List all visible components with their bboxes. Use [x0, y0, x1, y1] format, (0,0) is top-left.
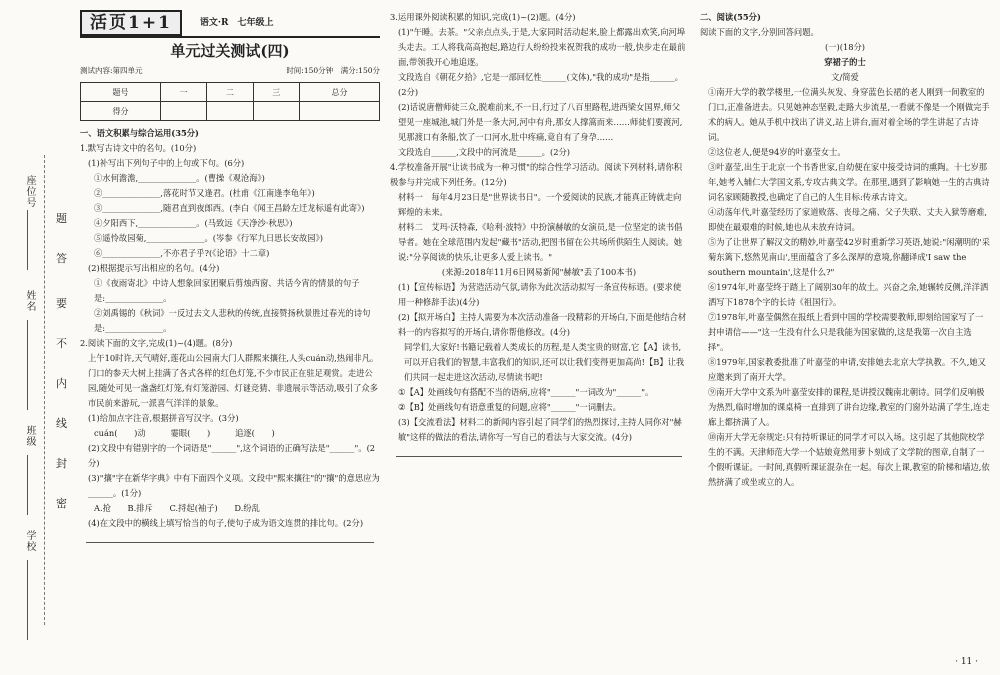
col2-paragraph: 文段选自______,文段中的河流是______。(2分)	[398, 147, 571, 157]
col2-paragraph: (1)【宣传标语】为营造活动气氛,请你为此次活动拟写一条宣传标语。(要求使用一种修辞手法)(4分)	[398, 282, 682, 307]
warning-char: 内	[56, 377, 67, 390]
col2-paragraph: (2)【拟开场白】主持人需要为本次活动准备一段精彩的开场白,下面是他结合材料一的内容拟写的开场白,请你帮他修改。(4分)	[398, 312, 687, 337]
score-table-header	[81, 83, 380, 102]
col1-paragraph: ②______________,落花时节又逢君。(杜甫《江南逢李龟年》)	[94, 188, 315, 198]
column-middle	[390, 10, 688, 461]
time-score: 时间:150分钟 满分:150分	[286, 66, 380, 75]
column-right	[700, 10, 990, 490]
warning-char: 答	[56, 252, 67, 265]
score-cell[interactable]	[299, 102, 379, 121]
col2-paragraph: 材料一 每年4月23日是"世界读书日"。一个爱阅读的民族,才能真正铸就走向辉煌的未来。	[398, 192, 682, 217]
col1-paragraph: 一、语文积累与综合运用(35分)	[80, 128, 199, 138]
column-left-body	[80, 126, 380, 531]
warning-char: 线	[56, 417, 67, 430]
col1-paragraph: ⑤遥怜故园菊,______________。(岑参《行军九日思长安故园》)	[94, 233, 323, 243]
score-header-cell: 二	[207, 83, 253, 102]
warning-char: 题	[56, 212, 67, 225]
score-header-cell: 题号	[81, 83, 161, 102]
name-line	[27, 320, 28, 410]
warning-char: 封	[56, 457, 67, 470]
seat-label: 座位号	[24, 175, 35, 208]
score-header-cell: 一	[161, 83, 207, 102]
class-label: 班级	[24, 425, 35, 447]
answer-line[interactable]	[396, 445, 682, 457]
col3-paragraph: ④动荡年代,叶嘉莹经历了家道败落、丧母之痛、父子失联、丈夫入狱等磨难,即使在最艰难的时候,她也从未放弃诗词。	[708, 207, 988, 232]
col1-paragraph: ③______________,随君直到夜郎西。(李白《闻王昌龄左迁龙标遥有此寄》)	[94, 203, 365, 213]
column-right-body	[700, 10, 990, 490]
page-title: 单元过关测试(四)	[170, 42, 290, 60]
col3-paragraph: ⑨南开大学中文系为叶嘉莹安排的课程,是讲授汉魏南北朝诗。同学们反响极为热烈,临时增加的课桌椅一直排到了讲台边缘,教室的门窗外站满了学生,连走廊上都挤满了人。	[708, 387, 990, 427]
col2-paragraph: (来源:2018年11月6日网易新闻"赫敏"丢了100本书)	[441, 267, 637, 277]
col3-paragraph: 穿裙子的士	[824, 57, 866, 67]
col1-paragraph: 上午10时许,天气晴好,莲花山公园南大门人群熙来攘往,人头cuán动,热闹非凡。门口的参天大树上挂满了各式各样的红色灯笼,不少市民正在驻足观赏。走进公园,随处可见一盏盏红灯笼,有灯笼游园、灯谜竞猜、非遗展示等活动,吸引了众多市民前来游玩,一派喜气洋洋的景象。	[88, 353, 379, 408]
class-line	[27, 455, 28, 515]
col3-paragraph: ⑤为了让世界了解汉文的精妙,叶嘉莹42岁时重新学习英语,她说:"闲潮明的'采菊东篱下,悠然见南山',里面蕴含了多么深厚的意境,你翻译成'I saw the southern mountain',这是什么?"	[708, 237, 990, 277]
col3-paragraph: (一)(18分)	[824, 42, 866, 52]
col3-paragraph: 文/简爱	[831, 72, 859, 82]
test-scope: 测试内容:第四单元	[80, 66, 143, 75]
page-number: · 11 ·	[955, 657, 978, 667]
col3-paragraph: ⑧1979年,国家教委批准了叶嘉莹的申请,安排她去北京大学执教。不久,她又应邀来到了南开大学。	[708, 357, 986, 382]
score-cell[interactable]	[207, 102, 253, 121]
column-left	[80, 10, 380, 547]
col2-paragraph: (1)"午睡。去茶。"父亲点点头,于是,大家同时活动起来,脸上都露出欢笑,向河埠头走去。工人将我高高抱起,路边行人纷纷投来祝贺我的成功一般,快步走在最前面,带领我开心地追逐。	[398, 27, 686, 67]
col1-paragraph: cuán( )动 霎眼( ) 追逐( )	[94, 428, 275, 438]
score-row-label: 得分	[81, 102, 161, 121]
col1-paragraph: (4)在文段中的横线上填写恰当的句子,使句子成为语文连贯的排比句。(2分)	[88, 518, 364, 528]
col3-paragraph: ③叶嘉莹,出生于北京一个书香世家,自幼便在家中接受诗词的熏陶。十七岁那年,她考入辅仁大学国文系,专攻古典文学。在那里,遇到了影响她一生的古典诗词名家顾随教授,也确定了自己的人生目标:传承古诗文。	[708, 162, 990, 202]
col3-paragraph: 阅读下面的文字,分别回答问题。	[700, 27, 819, 37]
col2-paragraph: 文段选自《朝花夕拾》,它是一部回忆性______(文体),"我的成功"是指______。(2分)	[398, 72, 683, 97]
col3-paragraph: ⑦1978年,叶嘉莹偶然在报纸上看到中国的学校需要教师,即刻给国家写了一封申请信——"这一生没有什么只是我能为国家做的,这是我第一次自主选择"。	[708, 312, 984, 352]
col1-paragraph: ⑥______________,不亦君子乎?(《论语》十二章)	[94, 248, 270, 258]
score-cell[interactable]	[161, 102, 207, 121]
name-label: 姓名	[24, 290, 35, 312]
col3-paragraph: 二、阅读(55分)	[700, 12, 761, 22]
col1-paragraph: ①水何澹澹,______________。(曹操《观沧海》)	[94, 173, 265, 183]
seat-line	[27, 210, 28, 270]
test-meta	[80, 63, 380, 78]
column-middle-body	[390, 10, 688, 445]
score-header-cell: 总分	[299, 83, 379, 102]
score-cell[interactable]	[253, 102, 299, 121]
col1-paragraph: (3)"攘"字在新华字典》中有下面四个义项。文段中"熙来攘往"的"攘"的意思应为______。(1分)	[88, 473, 380, 498]
school-line	[27, 560, 28, 640]
col1-paragraph: 2.阅读下面的文字,完成(1)~(4)题。(8分)	[80, 338, 233, 348]
col3-paragraph: ⑩南开大学无奈规定:只有持听课证的同学才可以入场。这引起了其他院校学生的不满。天津师范大学一个姑娘竟然用萝卜刻成了文学院的图章,自制了一个假听课证。一时间,真假听课证混杂在一起。每次上课,教室的阶梯和墙边,依然挤满了或坐或立的人。	[708, 432, 990, 487]
warning-char: 要	[56, 297, 67, 310]
col3-paragraph: ①南开大学的教学楼里,一位满头灰发、身穿蓝色长裙的老人刚到一间教室的门口,正准备进去。只见她神态坚毅,走路大步流星,一看就不像是一个刚做完手术的病人。她从手机中找出了讲义,站上讲台,面对着全场的学生讲起了古诗词。	[708, 87, 990, 142]
answer-line[interactable]	[86, 531, 374, 543]
col2-paragraph: (3)【交流看法】材料二的新闻内容引起了同学们的热烈探讨,主持人同你对"赫敏"这样的做法的看法,请你写一写自己的看法与大家交流。(4分)	[398, 417, 682, 442]
col2-paragraph: 4.学校准备开展"让读书成为一种习惯"的综合性学习活动。阅读下列材料,请你积极参与并完成下列任务。(12分)	[390, 162, 682, 187]
col1-paragraph: 1.默写古诗文中的名句。(10分)	[80, 143, 197, 153]
col1-paragraph: (2)文段中有错别字的一个词语是"______",这个词语的正确写法是"______"。(2分)	[88, 443, 376, 468]
series-logo: 活页1+1	[80, 10, 182, 36]
col2-paragraph: (2)话说唐僧师徒三众,脱难前来,不一日,行过了八百里路程,进西梁女国界,师父望见一座城池,城门外是一条大河,河中有舟,那女人撑篙而来……师徒们要渡河,见那渡口有条船,饮了一口河水,肚中疼痛,竟自有了身孕……	[398, 102, 683, 142]
col1-paragraph: ②刘禹锡的《秋词》一反过去文人悲秋的传统,直接赞扬秋景胜过春光的诗句是:______________。	[94, 308, 371, 333]
col2-paragraph: 材料二 艾玛·沃特森,《哈利·波特》中扮演赫敏的女演员,是一位坚定的读书倡导者。她在全球范围内发起"藏书"活动,把图书留在公共场所供陌生人阅读。她说:"分享阅读的快乐,让更多人爱上读书。"	[398, 222, 683, 262]
col3-paragraph: ⑥1974年,叶嘉莹终于踏上了阔别30年的故土。兴奋之余,她辗转反侧,洋洋洒洒写下1878个字的长诗《祖国行》。	[708, 282, 989, 307]
col2-paragraph: 同学们,大家好!书籍记载着人类成长的历程,是人类宝贵的财富,它【A】读书,可以开启我们的智慧,丰富我们的知识,还可以让我们变得更加高尚!【B】让我们共同一起走进这次活动,尽情读书吧!	[404, 342, 685, 382]
warning-char: 不	[56, 337, 67, 350]
col1-paragraph: A.抢 B.排斥 C.捋起(袖子) D.纷乱	[94, 503, 260, 513]
col1-paragraph: ④夕阳西下,______________。(马致远《天净沙·秋思》)	[94, 218, 293, 228]
col1-paragraph: (1)补写出下列句子中的上句或下句。(6分)	[88, 158, 245, 168]
col3-paragraph: ②这位老人,便是94岁的叶嘉莹女士。	[708, 147, 846, 157]
school-label: 学校	[24, 530, 35, 552]
col2-paragraph: ②【B】处画线句有语意重复的问题,应将"______"一词删去。	[398, 402, 621, 412]
subject-label: 语文·R 七年级上	[199, 17, 274, 28]
score-table	[80, 82, 380, 121]
col1-paragraph: ①《夜雨寄北》中诗人想象回家团聚后剪烛西窗、共话今宵的情景的句子是:______________。	[94, 278, 360, 303]
col2-paragraph: 3.运用课外阅读积累的知识,完成(1)~(2)题。(4分)	[390, 12, 576, 22]
col2-paragraph: ①【A】处画线句有搭配不当的语病,应将"______"一词改为"______"。	[398, 387, 654, 397]
score-table-row	[81, 102, 380, 121]
col1-paragraph: (1)给加点字注音,根据拼音写汉字。(3分)	[88, 413, 239, 423]
header-bar	[80, 10, 380, 38]
warning-char: 密	[56, 497, 67, 510]
cut-line	[44, 155, 45, 625]
col1-paragraph: (2)根据提示写出相应的名句。(4分)	[88, 263, 220, 273]
binding-margin	[0, 0, 72, 675]
score-header-cell: 三	[253, 83, 299, 102]
